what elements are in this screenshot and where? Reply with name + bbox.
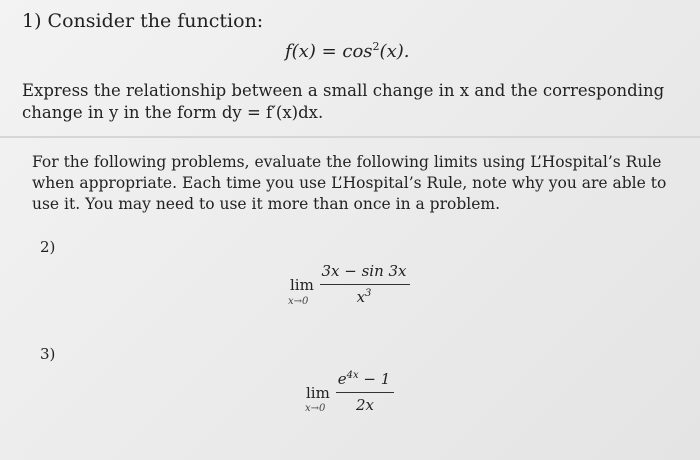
problem-3-numerator-base: e [337, 370, 347, 388]
problem-2-numerator: 3x − sin 3x [321, 262, 407, 280]
problem-2-denominator [318, 288, 410, 306]
problem-2-denominator-exponent: 3 [365, 288, 372, 299]
problem-3-fraction-bar [336, 392, 394, 393]
problem-3-number: 3) [40, 345, 56, 363]
problem-3-numerator-rest: − 1 [358, 370, 391, 388]
function-definition [285, 40, 409, 62]
function-rhs: (x). [379, 41, 410, 62]
lhospital-instructions: For the following problems, evaluate the following limits using L’Hospital’s Rule when appropriate. Each time you use L’Hospital’s Rule, note why you are able to use it. You may need to use it more than once in a problem. [32, 153, 667, 213]
function-lhs: f(x) = cos [285, 41, 373, 62]
problem-3-denominator: 2x [355, 396, 374, 414]
problem-3-lim-subscript: x→0 [305, 403, 326, 414]
problem-2-lim-subscript: x→0 [288, 296, 309, 307]
function-exponent: 2 [372, 40, 380, 53]
question-1-instruction: Express the relationship between a small change in x and the corresponding change in y in the form dy = f′(x)dx. [22, 81, 665, 122]
problem-3-lim: lim [306, 384, 330, 402]
section-divider [0, 136, 700, 138]
problem-2-fraction-bar [320, 284, 410, 285]
problem-3-numerator [334, 370, 394, 388]
question-1-title: 1) Consider the function: [22, 10, 264, 32]
problem-2-denominator-base: x [356, 288, 366, 306]
problem-2-number: 2) [40, 238, 56, 256]
problem-3-numerator-exponent: 4x [346, 370, 359, 381]
problem-2-lim: lim [290, 276, 314, 294]
